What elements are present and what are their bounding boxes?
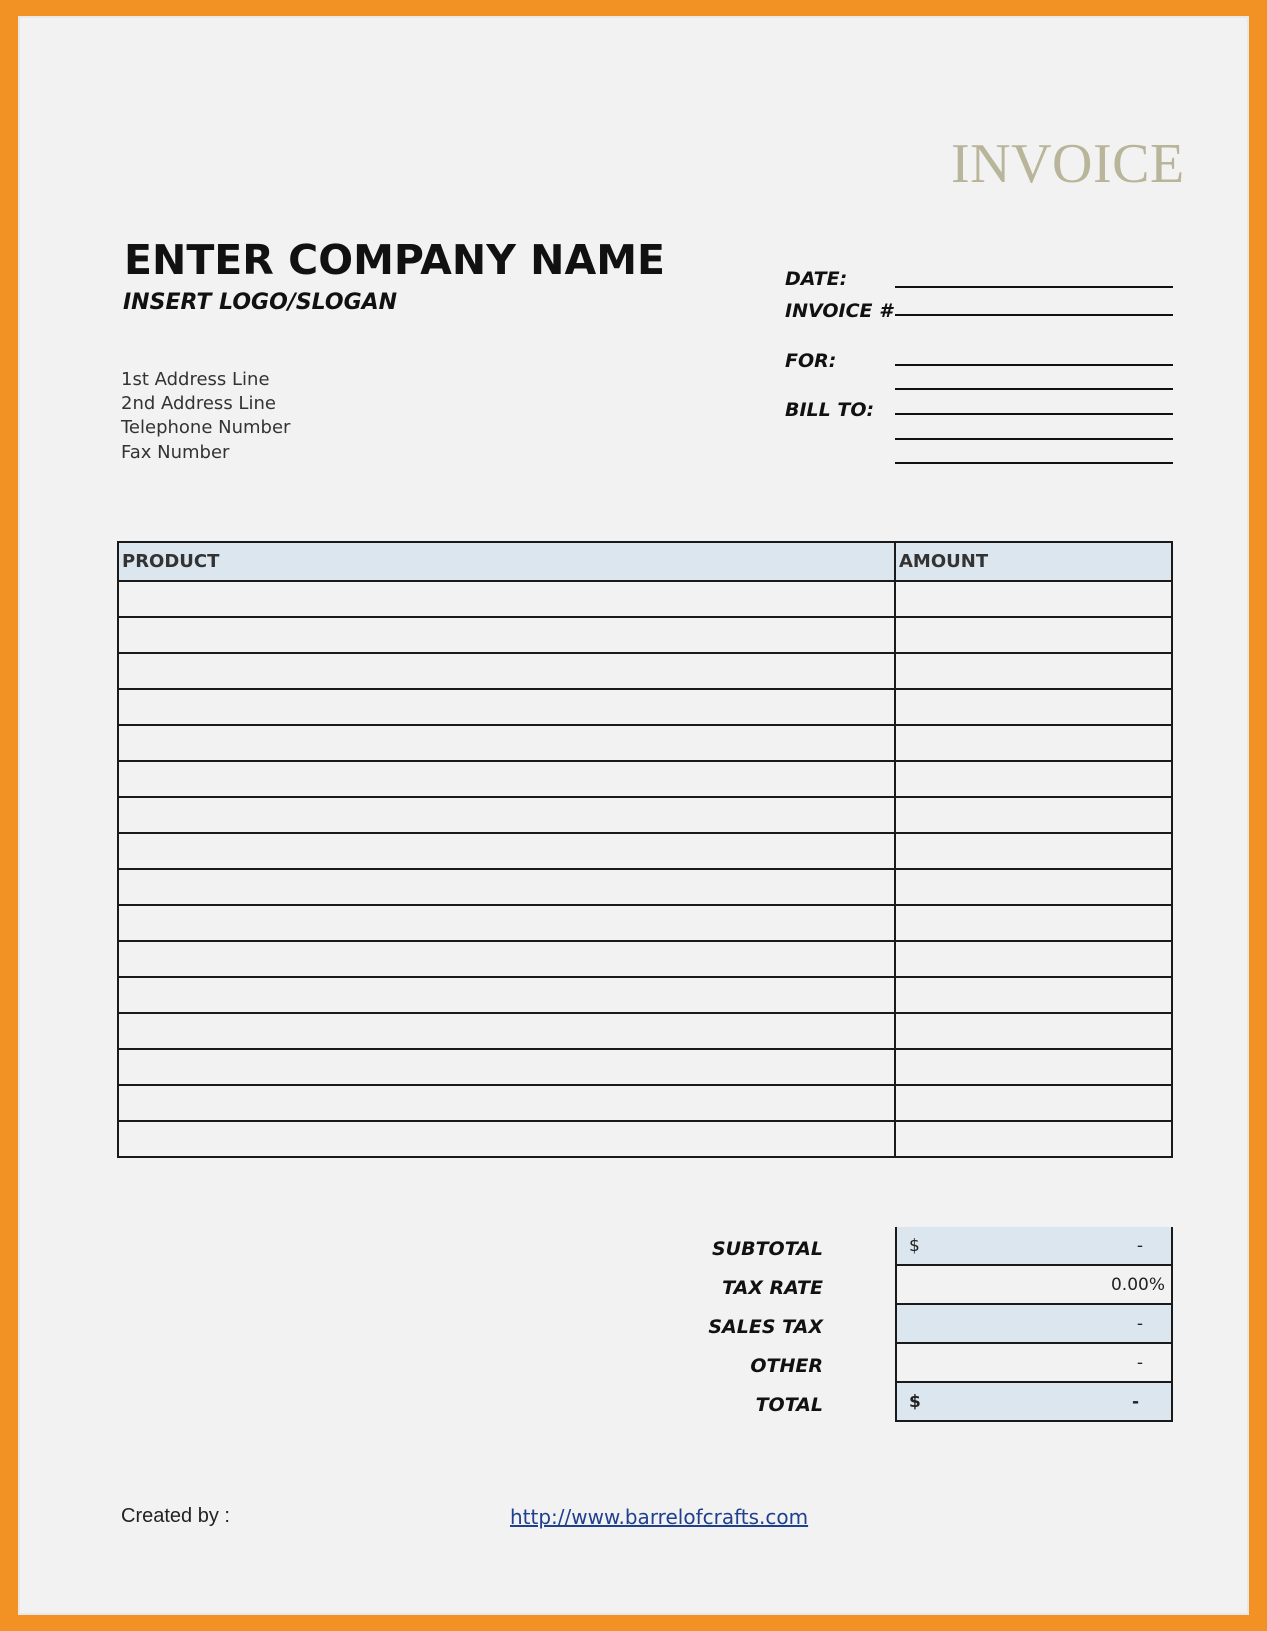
amount-cell[interactable] <box>895 581 1172 617</box>
table-row <box>118 581 1172 617</box>
amount-header: AMOUNT <box>895 542 1172 581</box>
sales-tax-value: - <box>1136 1314 1143 1334</box>
table-row <box>118 1013 1172 1049</box>
for-label: FOR: <box>785 350 837 372</box>
table-row <box>118 725 1172 761</box>
created-by: Created by : <box>121 1505 230 1527</box>
subtotal-value: - <box>1136 1236 1143 1256</box>
amount-cell[interactable] <box>895 905 1172 941</box>
date-label: DATE: <box>785 268 848 290</box>
product-cell[interactable] <box>118 761 895 797</box>
table-row <box>118 833 1172 869</box>
product-cell[interactable] <box>118 869 895 905</box>
table-row <box>118 1049 1172 1085</box>
amount-cell[interactable] <box>895 1085 1172 1121</box>
invoice-sheet <box>18 16 1249 1615</box>
table-row <box>118 689 1172 725</box>
amount-cell[interactable] <box>895 1013 1172 1049</box>
items-table <box>117 541 1173 1158</box>
product-cell[interactable] <box>118 905 895 941</box>
tax-rate-label: TAX RATE <box>722 1277 823 1299</box>
product-cell[interactable] <box>118 617 895 653</box>
sales-tax-label: SALES TAX <box>708 1316 823 1338</box>
for-field[interactable] <box>895 364 1173 366</box>
amount-cell[interactable] <box>895 725 1172 761</box>
bill-to-field-4[interactable] <box>895 462 1173 464</box>
other-value[interactable]: - <box>1136 1353 1143 1373</box>
amount-cell[interactable] <box>895 1121 1172 1157</box>
table-row <box>118 977 1172 1013</box>
invoice-title: INVOICE <box>951 133 1185 195</box>
amount-cell[interactable] <box>895 653 1172 689</box>
product-cell[interactable] <box>118 977 895 1013</box>
date-field[interactable] <box>895 286 1173 288</box>
fax-number[interactable]: Fax Number <box>121 442 230 463</box>
other-label: OTHER <box>750 1355 823 1377</box>
bill-to-field-3[interactable] <box>895 438 1173 440</box>
product-header: PRODUCT <box>118 542 895 581</box>
sales-tax-box <box>895 1305 1173 1344</box>
subtotal-currency: $ <box>909 1236 920 1256</box>
total-currency: $ <box>909 1392 921 1412</box>
table-row <box>118 617 1172 653</box>
product-cell[interactable] <box>118 1013 895 1049</box>
product-cell[interactable] <box>118 1085 895 1121</box>
table-row <box>118 905 1172 941</box>
invoice-number-field[interactable] <box>895 314 1173 316</box>
logo-slogan[interactable]: INSERT LOGO/SLOGAN <box>123 290 398 315</box>
amount-cell[interactable] <box>895 689 1172 725</box>
amount-cell[interactable] <box>895 833 1172 869</box>
invoice-number-label: INVOICE # <box>785 300 893 322</box>
table-row <box>118 797 1172 833</box>
table-row <box>118 653 1172 689</box>
bill-to-label: BILL TO: <box>785 399 875 421</box>
item-rows <box>118 581 1172 1157</box>
amount-cell[interactable] <box>895 869 1172 905</box>
amount-cell[interactable] <box>895 797 1172 833</box>
amount-cell[interactable] <box>895 617 1172 653</box>
product-cell[interactable] <box>118 689 895 725</box>
amount-cell[interactable] <box>895 977 1172 1013</box>
product-cell[interactable] <box>118 1049 895 1085</box>
tax-rate-value[interactable]: 0.00% <box>1110 1275 1165 1295</box>
product-cell[interactable] <box>118 581 895 617</box>
total-box <box>895 1383 1173 1422</box>
amount-cell[interactable] <box>895 1049 1172 1085</box>
product-cell[interactable] <box>118 1121 895 1157</box>
product-cell[interactable] <box>118 725 895 761</box>
bill-to-field-2[interactable] <box>895 413 1173 415</box>
table-row <box>118 1121 1172 1157</box>
tax-rate-box[interactable] <box>895 1266 1173 1305</box>
table-row <box>118 941 1172 977</box>
amount-cell[interactable] <box>895 761 1172 797</box>
table-row <box>118 1085 1172 1121</box>
address-line-2[interactable]: 2nd Address Line <box>121 393 276 414</box>
website-link[interactable]: http://www.barrelofcrafts.com <box>510 1505 809 1529</box>
company-name[interactable]: ENTER COMPANY NAME <box>124 236 666 284</box>
bill-to-field-1[interactable] <box>895 388 1173 390</box>
total-label: TOTAL <box>755 1394 823 1416</box>
subtotal-label: SUBTOTAL <box>711 1238 823 1260</box>
total-value: - <box>1131 1392 1139 1412</box>
telephone-number[interactable]: Telephone Number <box>121 417 291 438</box>
subtotal-box <box>895 1227 1173 1266</box>
product-cell[interactable] <box>118 653 895 689</box>
product-cell[interactable] <box>118 833 895 869</box>
product-cell[interactable] <box>118 797 895 833</box>
other-box[interactable] <box>895 1344 1173 1383</box>
amount-cell[interactable] <box>895 941 1172 977</box>
table-row <box>118 869 1172 905</box>
table-header-row <box>118 542 1172 581</box>
table-row <box>118 761 1172 797</box>
address-line-1[interactable]: 1st Address Line <box>121 369 270 390</box>
product-cell[interactable] <box>118 941 895 977</box>
